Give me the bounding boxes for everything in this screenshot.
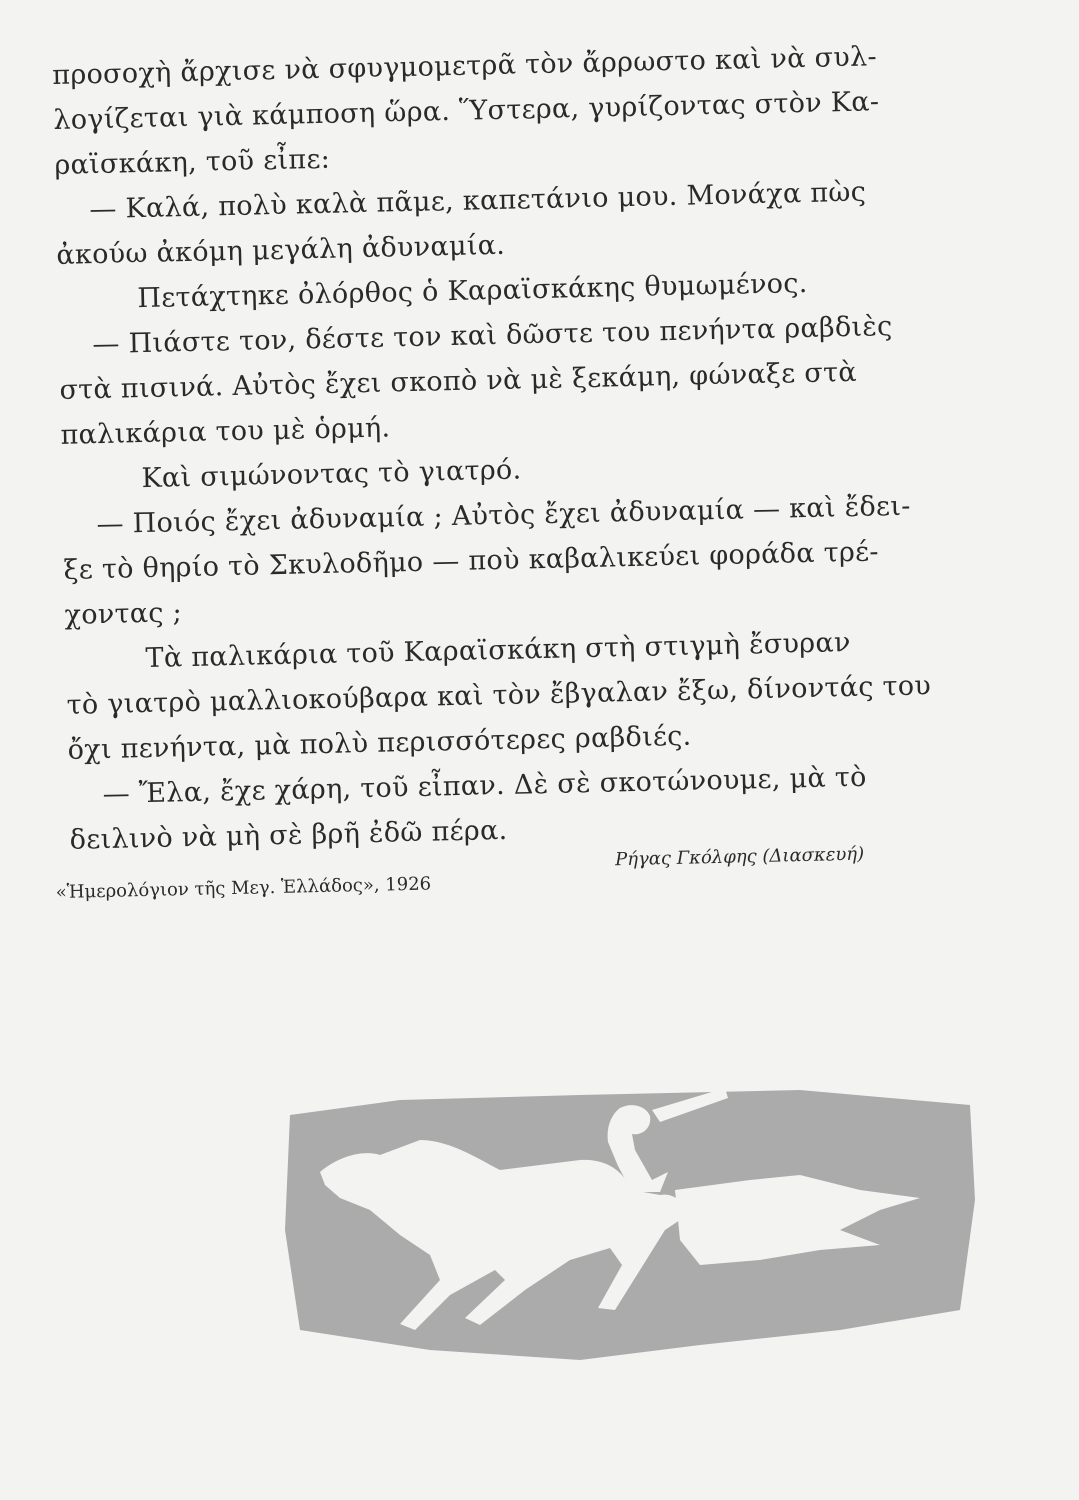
text-line: παλικάρια του μὲ ὁρμή.	[60, 412, 391, 451]
text-line: τὸ γιατρὸ μαλλιοκούβαρα καὶ τὸν ἔβγαλαν ἔξω, δίνοντάς του	[66, 670, 932, 721]
horse-rider-illustration	[280, 1080, 980, 1365]
text-line: Τὰ παλικάρια τοῦ Καραϊσκάκη στὴ στιγμὴ ἔσυραν	[145, 627, 851, 675]
text-line: ἀκούω ἀκόμη μεγάλη ἀδυναμία.	[56, 229, 506, 271]
text-line: — Ἔλα, ἔχε χάρη, τοῦ εἶπαν. Δὲ σὲ σκοτώνουμε, μὰ τὸ	[102, 761, 867, 811]
text-line: — Πιάστε τον, δέστε τον καὶ δῶστε του πενήντα ραβδιὲς	[92, 311, 893, 361]
body-text	[52, 40, 932, 856]
text-line: δειλινὸ νὰ μὴ σὲ βρῆ ἐδῶ πέρα.	[69, 814, 508, 856]
text-line: προσοχὴ ἄρχισε νὰ σφυγμομετρᾶ τὸν ἄρρωστο καὶ νὰ συλ-	[52, 41, 878, 91]
text-line: λογίζεται γιὰ κάμποση ὥρα. Ὕστερα, γυρίζοντας στὸν Κα-	[53, 86, 880, 136]
text-line: ξε τὸ θηρίο τὸ Σκυλοδῆμο — ποὺ καβαλικεύει φοράδα τρέ-	[63, 536, 880, 586]
text-line: — Καλά, πολὺ καλὰ πᾶμε, καπετάνιο μου. Μονάχα πὼς	[89, 176, 867, 226]
text-line: στὰ πισινά. Αὐτὸς ἔχει σκοπὸ νὰ μὲ ξεκάμη, φώναξε στὰ	[59, 356, 858, 406]
author-credit: Ρήγας Γκόλφης (Διασκευή)	[614, 843, 865, 871]
source-citation: «Ἡμερολόγιον τῆς Μεγ. Ἑλλάδος», 1926	[55, 873, 432, 903]
text-line: Πετάχτηκε ὀλόρθος ὁ Καραϊσκάκης θυμωμένος.	[137, 267, 808, 315]
text-line: — Ποιός ἔχει ἀδυναμία ; Αὐτὸς ἔχει ἀδυναμία — καὶ ἔδει-	[96, 490, 911, 541]
text-line: ραϊσκάκη, τοῦ εἶπε:	[54, 143, 331, 181]
text-line: χοντας ;	[64, 597, 183, 631]
text-line: ὄχι πενήντα, μὰ πολὺ περισσότερες ραβδιές.	[67, 720, 692, 766]
text-line: Καὶ σιμώνοντας τὸ γιατρό.	[141, 454, 522, 495]
